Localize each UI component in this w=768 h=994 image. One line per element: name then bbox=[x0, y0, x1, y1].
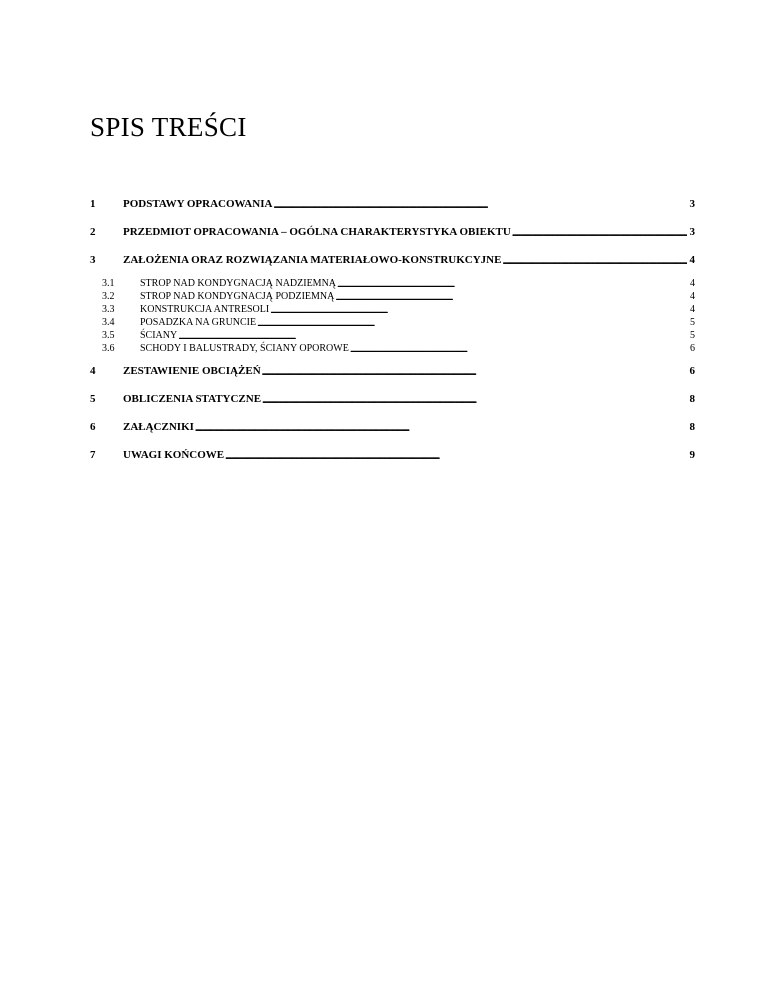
toc-dot-leader bbox=[270, 305, 687, 315]
toc-entry-page: 4 bbox=[689, 254, 695, 266]
toc-entry-number: 3 bbox=[90, 254, 96, 266]
toc-entry-page: 9 bbox=[689, 449, 695, 461]
toc-subentry-page: 4 bbox=[690, 291, 695, 302]
toc-subentry-page: 5 bbox=[690, 317, 695, 328]
toc-dot-leader bbox=[337, 279, 687, 289]
toc-subentry-number: 3.3 bbox=[102, 304, 115, 315]
toc-subentry-label[interactable]: ŚCIANY bbox=[140, 330, 178, 341]
toc-subentry-label[interactable]: POSADZKA NA GRUNCIE bbox=[140, 317, 257, 328]
toc-entry-3[interactable] bbox=[90, 254, 695, 266]
toc-entry-page: 8 bbox=[689, 421, 695, 433]
toc-subentry-page: 4 bbox=[690, 304, 695, 315]
toc-entry-number: 2 bbox=[90, 226, 96, 238]
toc-dot-leader bbox=[178, 331, 687, 341]
toc-subentry-page: 6 bbox=[690, 343, 695, 354]
toc-subentry-3-4[interactable] bbox=[90, 317, 695, 328]
toc-subentry-number: 3.4 bbox=[102, 317, 115, 328]
toc-subentry-page: 5 bbox=[690, 330, 695, 341]
toc-dot-leader bbox=[257, 318, 687, 328]
toc-entry-7[interactable] bbox=[90, 449, 695, 461]
toc-subentry-label[interactable]: KONSTRUKCJA ANTRESOLI bbox=[140, 304, 270, 315]
toc-subentry-number: 3.1 bbox=[102, 278, 115, 289]
toc-dot-leader bbox=[273, 199, 687, 210]
toc-dot-leader bbox=[350, 344, 687, 354]
toc-subentry-label[interactable]: STROP NAD KONDYGNACJĄ NADZIEMNĄ bbox=[140, 278, 337, 289]
toc-entry-label[interactable]: OBLICZENIA STATYCZNE bbox=[123, 393, 262, 405]
toc-dot-leader bbox=[262, 366, 687, 377]
toc-entry-label[interactable]: ZAŁĄCZNIKI bbox=[123, 421, 194, 433]
toc-dot-leader bbox=[195, 422, 687, 433]
toc-entry-2[interactable] bbox=[90, 226, 695, 238]
toc-subentry-number: 3.6 bbox=[102, 343, 115, 354]
toc-entry-label[interactable]: PODSTAWY OPRACOWANIA bbox=[123, 198, 273, 210]
toc-subentry-number: 3.5 bbox=[102, 330, 115, 341]
toc-entry-number: 6 bbox=[90, 421, 96, 433]
toc-subentry-page: 4 bbox=[690, 278, 695, 289]
toc-subentry-3-5[interactable] bbox=[90, 330, 695, 341]
toc-subentry-3-6[interactable] bbox=[90, 343, 695, 354]
toc-entry-page: 3 bbox=[689, 198, 695, 210]
toc-entry-number: 5 bbox=[90, 393, 96, 405]
toc-entry-1[interactable] bbox=[90, 198, 695, 210]
toc-subentry-label[interactable]: SCHODY I BALUSTRADY, ŚCIANY OPOROWE bbox=[140, 343, 349, 354]
toc-entry-number: 7 bbox=[90, 449, 96, 461]
toc-dot-leader bbox=[502, 255, 687, 266]
toc-subentry-number: 3.2 bbox=[102, 291, 115, 302]
toc-subentry-3-3[interactable] bbox=[90, 304, 695, 315]
toc-subentry-3-2[interactable] bbox=[90, 291, 695, 302]
toc-subentry-3-1[interactable] bbox=[90, 278, 695, 289]
toc-entry-label[interactable]: UWAGI KOŃCOWE bbox=[123, 449, 225, 461]
toc-title: SPIS TREŚCI bbox=[90, 112, 247, 142]
toc-entry-page: 8 bbox=[689, 393, 695, 405]
toc-subentry-label[interactable]: STROP NAD KONDYGNACJĄ PODZIEMNĄ bbox=[140, 291, 335, 302]
toc-entry-page: 6 bbox=[689, 365, 695, 377]
toc-entry-label[interactable]: PRZEDMIOT OPRACOWANIA – OGÓLNA CHARAKTERYSTYKA OBIEKTU bbox=[123, 226, 511, 238]
toc-entry-number: 4 bbox=[90, 365, 96, 377]
toc-entry-number: 1 bbox=[90, 198, 96, 210]
toc-dot-leader bbox=[335, 292, 687, 302]
toc-dot-leader bbox=[225, 450, 687, 461]
toc-entry-label[interactable]: ZAŁOŻENIA ORAZ ROZWIĄZANIA MATERIAŁOWO-KONSTRUKCYJNE bbox=[123, 254, 502, 266]
toc-entry-label[interactable]: ZESTAWIENIE OBCIĄŻEŃ bbox=[123, 365, 261, 377]
toc-dot-leader bbox=[262, 394, 687, 405]
toc-entry-page: 3 bbox=[689, 226, 695, 238]
toc-entry-6[interactable] bbox=[90, 421, 695, 433]
toc-entry-5[interactable] bbox=[90, 393, 695, 405]
toc-dot-leader bbox=[512, 227, 687, 238]
toc-entry-4[interactable] bbox=[90, 365, 695, 377]
